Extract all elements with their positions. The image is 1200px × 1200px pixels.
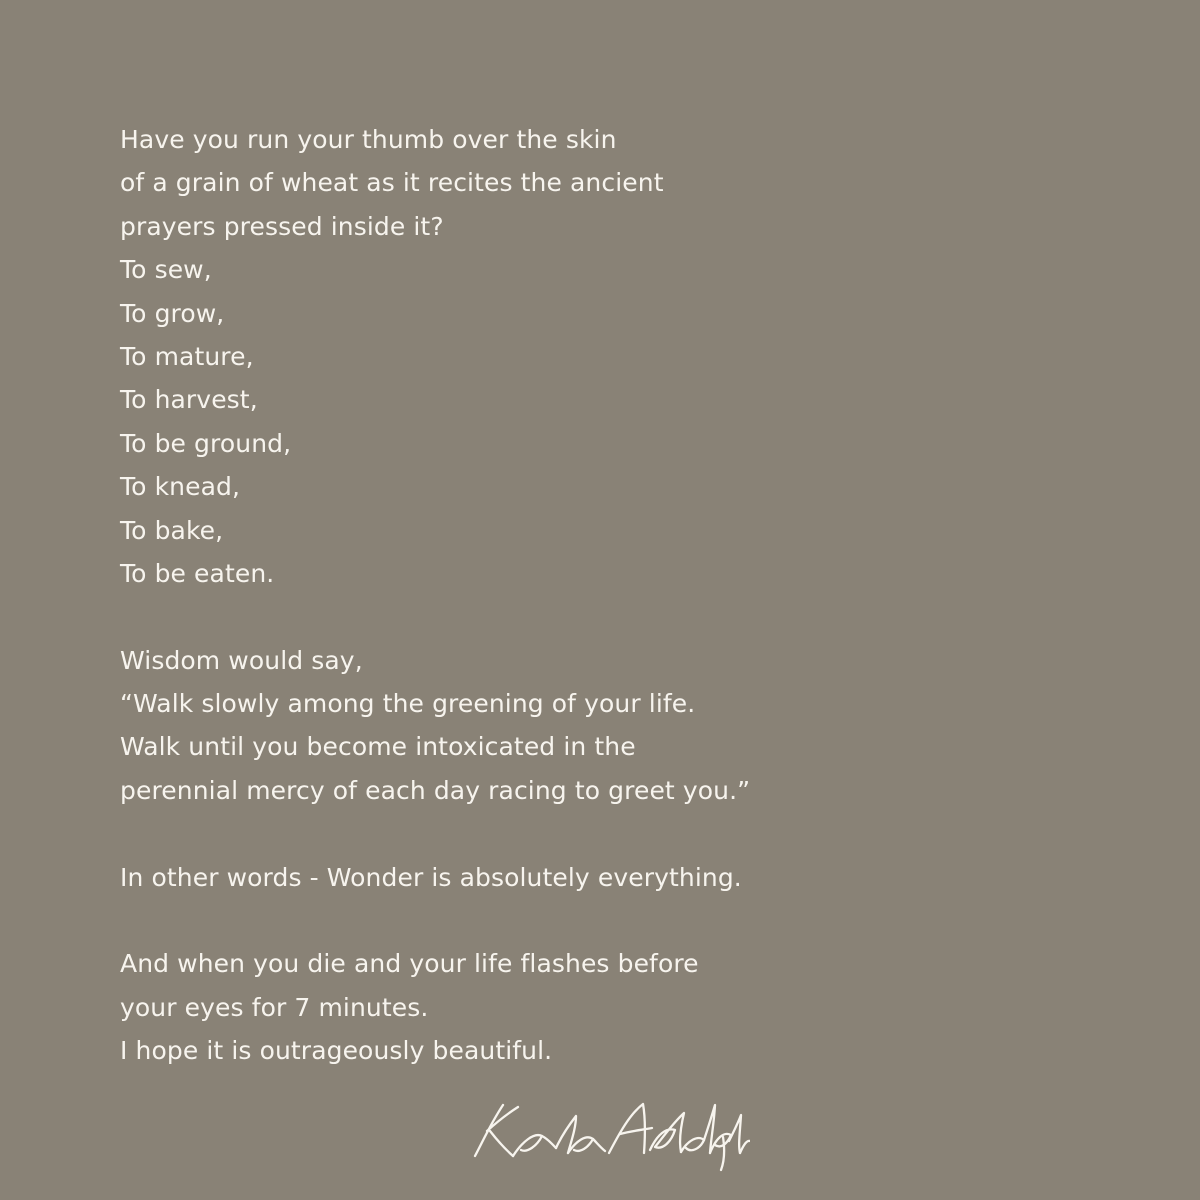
poem-line: Have you run your thumb over the skin bbox=[120, 125, 617, 154]
stanza-gap bbox=[120, 899, 1100, 942]
handwritten-signature bbox=[460, 1092, 750, 1172]
stanza-3 bbox=[120, 856, 1100, 899]
poem-line: To be eaten. bbox=[120, 558, 275, 588]
poem-line: To grow, bbox=[120, 298, 225, 328]
stanza-4 bbox=[120, 942, 1100, 1072]
poem-line: To mature, bbox=[120, 341, 254, 371]
poem-line: To knead, bbox=[120, 472, 241, 502]
stanza-gap bbox=[120, 595, 1100, 638]
poem-line: your eyes for 7 minutes. bbox=[120, 992, 429, 1022]
poem-line: To harvest, bbox=[120, 385, 258, 415]
poem-line: To sew, bbox=[120, 255, 212, 285]
stanza-1 bbox=[120, 118, 1100, 595]
poem-line: And when you die and your life flashes before bbox=[120, 949, 699, 979]
poem-line: To be ground, bbox=[120, 428, 292, 458]
poem-line: prayers pressed inside it? bbox=[120, 211, 444, 241]
stanza-gap bbox=[120, 812, 1100, 855]
poem-line: Walk until you become intoxicated in the bbox=[120, 732, 636, 762]
poem-line: perennial mercy of each day racing to greet you.” bbox=[120, 775, 751, 805]
poem-line: I hope it is outrageously beautiful. bbox=[120, 1036, 553, 1066]
stanza-2 bbox=[120, 639, 1100, 813]
poem-line: of a grain of wheat as it recites the ancient bbox=[120, 168, 664, 198]
poem-line: To bake, bbox=[120, 515, 224, 545]
poem-line: Wisdom would say, bbox=[120, 645, 363, 675]
poem-line: In other words - Wonder is absolutely everything. bbox=[120, 862, 742, 892]
poem-line: “Walk slowly among the greening of your life. bbox=[120, 689, 696, 719]
signature-mark bbox=[460, 1092, 750, 1172]
poem bbox=[120, 118, 1100, 1073]
